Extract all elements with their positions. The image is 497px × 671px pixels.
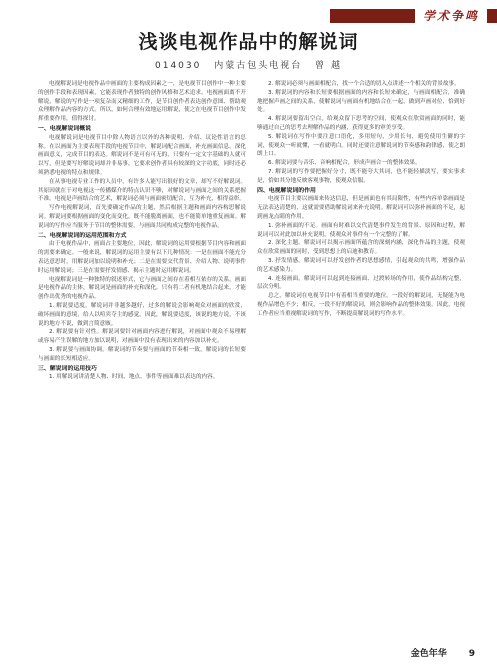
right-column [257, 80, 465, 319]
paragraph: 4. 解说词要留出空白，给观众留下思考的空间，使观众在欣赏画面的同时，能够通过自己的思考去理解作品的内涵，获得更多的审美享受。 [257, 116, 465, 131]
author-code: 014030 [155, 61, 202, 71]
paragraph: 电视解说词是电视作品中画面的主要构成因素之一，是电视节目创作中一种主要的创作手段和表现因素，它能表现作者独特的创作风格和艺术追求。电视画面离不开解说，解说的写作是一项复杂而又精细的工作，是节目创作者表达创作意图、帮助观众理解作品内容的方式。所以，如何合理有效地运用解说，使之在电视节目创作中发挥重要作用，值得探讨。 [38, 81, 246, 123]
author-name: 曾 越 [315, 61, 342, 71]
journal-name: 金色年华 [410, 649, 447, 659]
paragraph: 总之，解说词在电视节目中有着相当重要的地位。一段好的解说词，无疑能为电视作品增色不少；相反，一段不好的解说词，则会影响作品的整体效果。因此，电视工作者应当重视解说词的写作，不断提高解说词的写作水平。 [257, 293, 465, 317]
paragraph: 3. 抒发情感。解说词可以抒发创作者的思想感情，引起观众的共鸣，增强作品的艺术感染力。 [257, 257, 465, 273]
paragraph: 在从事电视专业工作的人员中，有许多人能写出很好的文章，却写不好解说词。其原因就在于对电视这一传播媒介的特点认识不够，对解说词与画面之间的关系把握不准。电视是声画结合的艺术，解说词必须与画面密切配合，互为补充，相得益彰。 [38, 178, 246, 203]
section-heading: 三、解说词的运用技巧 [38, 365, 97, 372]
section-heading: 四、电视解说词的作用 [257, 187, 316, 194]
paragraph: 电视解说词是一种独特的叙述形式，它与画面之间存在着相互依存的关系。画面是电视作品的主体，解说词是画面的补充和深化。只有将二者有机地结合起来，才能创作出优秀的电视作品。 [38, 276, 246, 301]
paragraph: 2. 解说词必须与画面相配合，找一个合适的切入点讲述一个相关的背景故事。 [268, 81, 460, 87]
paragraph: 6. 解说词要与音乐、音响相配合，形成声画合一的整体效果。 [268, 160, 421, 167]
paragraph: 5. 解说词在写作中要注意口语化，多用短句，少用长句，避免使用生僻的字词，使观众一听就懂，一看就明白。同时还要注意解说词的节奏感和韵律感，使之朗朗上口。 [257, 133, 465, 158]
section-heading: 一、电视解说词概说 [38, 125, 92, 132]
paragraph: 由于电视作品中，画面占主要地位，因此，解说词的运用要根据节目内容和画面的需要来确定。一般来说，解说词的运用主要有以下几种情况：一是在画面不能充分表达意思时，用解说词加以说明和补充；二是在需要交代背景、介绍人物、说明事件时运用解说词；三是在需要抒发情感、揭示主题时运用解说词。 [38, 241, 246, 274]
section-ribbon [330, 0, 497, 30]
page-footer [411, 646, 475, 659]
paragraph: 电视解说词是电视节目中除人物语言以外的各种说明、介绍、议论性语言的总称。在以画面为主要表现手段的电视节目中，解说词配合画面，补充画面信息，深化画面意义，完成节目的表达。解说词不是可有可无的，只要有一定文字基础的人就可以写，但是要写好解说词却并非易事，它要求创作者具有较深的文字功底，同时还必须熟悉电视的特点和规律。 [38, 134, 246, 176]
section-heading: 二、电视解说词的运用范围和方式 [38, 232, 127, 239]
article-title: 浅谈电视作品中的解说词 [138, 31, 359, 53]
paragraph: 电视节目主要以画面来传达信息，但是画面也有其局限性，有些内容单靠画面是无法表达清楚的，这就需要借助解说词来补充说明。解说词可以弥补画面的不足，起到画龙点睛的作用。 [257, 196, 465, 220]
section-tag: 学术争鸣 [415, 2, 487, 30]
paragraph: 2. 解说要有针对性。解说词要针对画面内容进行解说，对画面中观众不易理解或容易产生误解的地方加以说明，对画面中没有表现出来的内容加以补充。 [38, 329, 246, 345]
paragraph: 3. 解说词的内容和长短要根据画面的内容和长短来确定，与画面相配合，准确地把握声画之间的关系，使解说词与画面有机地结合在一起，做到声画对位、恰到好处。 [257, 89, 465, 114]
author-affiliation: 内蒙古包头电视台 [214, 61, 303, 71]
page-number: 9 [468, 649, 475, 659]
left-column [38, 80, 246, 382]
paragraph: 写作电视解说词，首先要确定作品的主题，然后根据主题和画面内容构思解说词。解说词要根据画面的变化而变化，既不能脱离画面，也不能简单地重复画面。解说词的写作应当服务于节目的整体需要，与画面共同构成完整的电视作品。 [38, 205, 246, 229]
paragraph: 7. 解说词的写作要把握好分寸，既不能夸大其词，也不能轻描淡写，要实事求是，恰如其分地反映客观事物，使观众信服。 [257, 168, 465, 184]
paragraph: 4. 连接画面。解说词可以起到连接画面、过渡转场的作用，使作品结构完整，层次分明。 [257, 275, 465, 291]
paragraph: 2. 深化主题。解说词可以揭示画面所蕴含的深刻内涵，深化作品的主题，使观众在欣赏画面的同时，受到思想上的启迪和教育。 [257, 240, 465, 256]
paragraph: 3. 解说要与画面协调。解说词的节奏要与画面的节奏相一致，解说词的长短要与画面的长短相适应。 [38, 346, 246, 362]
paragraph: 1. 用解说词讲清楚人物、时间、地点、事件等画面难以表达的内容。 [49, 374, 219, 381]
byline [0, 58, 497, 71]
paragraph: 1. 弥补画面的不足。画面有时难以交代清楚事件发生的背景、原因和过程，解说词可以对此加以补充说明，使观众对事件有一个完整的了解。 [257, 222, 465, 238]
paragraph: 1. 解说要适度。解说词并非越多越好，过多的解说会影响观众对画面的欣赏，破坏画面的意境，给人以喧宾夺主的感觉。因此，解说要适度，该说的地方说，不该说的地方不说，做到言简意赅。 [38, 302, 246, 327]
